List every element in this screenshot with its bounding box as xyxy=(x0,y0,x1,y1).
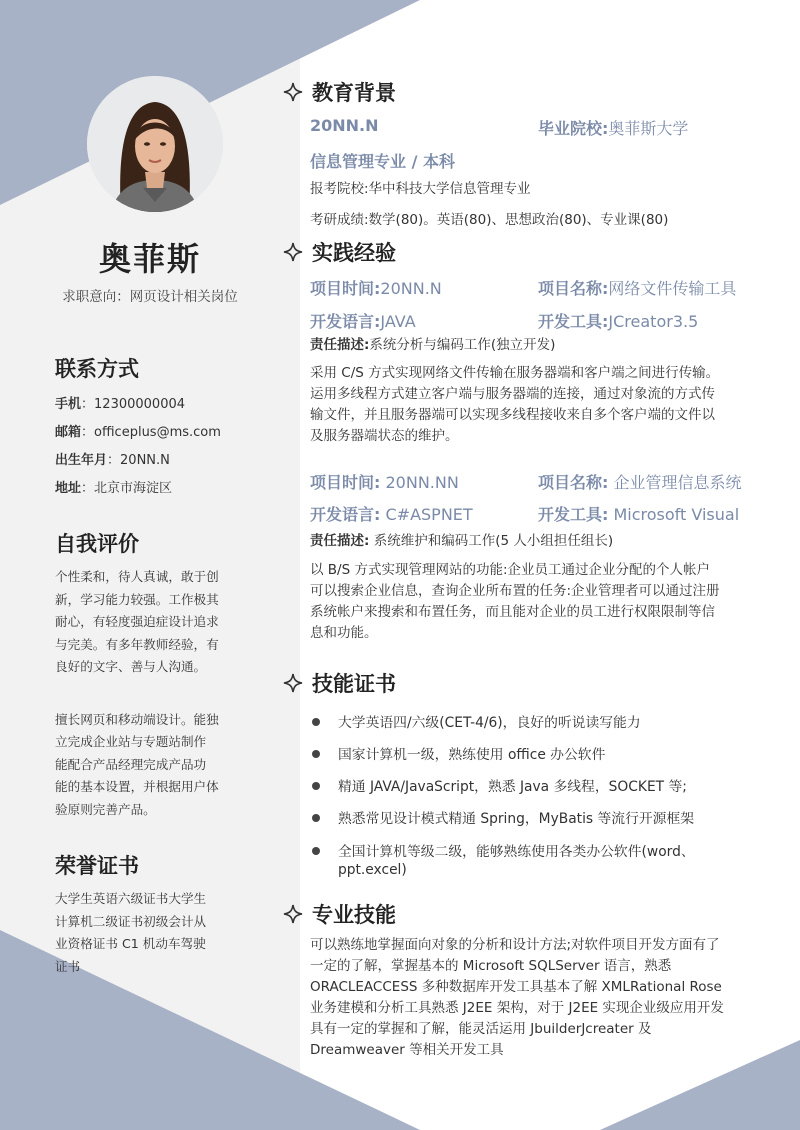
email-value: officeplus@ms.com xyxy=(94,425,221,440)
major-value: 信息管理专业 / 本科 xyxy=(310,152,455,171)
tool-value: JCreator3.5 xyxy=(608,312,699,331)
education-title: 教育背景 xyxy=(312,81,396,105)
birth-label: 出生年月 xyxy=(55,453,108,468)
self-eval-para-2 xyxy=(55,709,235,822)
lang-value: JAVA xyxy=(380,312,416,331)
self-eval-line: 与完美。有多年教师经验，有 xyxy=(55,636,219,652)
education-major xyxy=(310,149,455,172)
project1-desc xyxy=(310,363,750,447)
birth-sep: ： xyxy=(107,453,121,468)
skill-text: ppt.excel) xyxy=(338,862,407,878)
self-eval-line: 新，学习能力较强。工作极其 xyxy=(55,591,219,607)
project2-desc xyxy=(310,560,750,644)
sparkle-icon xyxy=(282,81,304,103)
pro-skills-para xyxy=(310,935,760,1061)
desc-line: 运用多线程方式建立客户端与服务器端的连接，通过对象流的方式传 xyxy=(310,386,715,402)
tool-label: 开发工具: xyxy=(538,505,609,524)
time-label: 项目时间: xyxy=(310,279,381,298)
duty-value: 系统维护和编码工作(5 人小组担任组长) xyxy=(369,533,614,549)
phone-label: 手机 xyxy=(55,397,82,412)
address-value: 北京市海淀区 xyxy=(94,481,173,496)
birth-value: 20NN.N xyxy=(120,453,170,468)
skills-heading xyxy=(282,668,396,698)
self-eval-line: 良好的文字、善与人沟通。 xyxy=(55,659,207,674)
skill-text: 熟悉常见设计模式精通 Spring，MyBatis 等流行开源框架 xyxy=(338,811,695,827)
pro-skills-line: 一定的了解，掌握基本的 Microsoft SQLServer 语言，熟悉 xyxy=(310,958,672,974)
bullet-icon xyxy=(312,750,320,758)
self-eval-line: 能的基本设置，并根据用户体 xyxy=(55,779,219,794)
self-eval-line: 验原则完善产品。 xyxy=(55,801,156,817)
time-label: 项目时间: xyxy=(310,473,381,492)
education-date xyxy=(310,116,379,135)
self-eval-line: 立完成企业站与专题站制作 xyxy=(55,734,207,749)
bullet-icon xyxy=(312,718,320,726)
self-eval-title: 自我评价 xyxy=(55,532,139,556)
pro-skills-line: ORACLEACCESS 多种数据库开发工具基本了解 XMLRational Rose xyxy=(310,979,722,995)
honors-line: 大学生英语六级证书大学生 xyxy=(55,891,207,906)
pro-skills-line: 具有一定的掌握和了解，能灵活运用 JbuilderJcreater 及 xyxy=(310,1021,652,1037)
person-name: 奥菲斯 xyxy=(98,240,201,278)
contact-birth xyxy=(55,447,221,475)
self-eval-line: 能配合产品经理完成产品功 xyxy=(55,756,207,772)
education-school xyxy=(538,116,688,139)
lang-label: 开发语言: xyxy=(310,505,381,524)
honors-section xyxy=(55,850,235,978)
phone-value: 12300000004 xyxy=(94,397,186,412)
project2-duty xyxy=(310,529,613,549)
pro-skills-title: 专业技能 xyxy=(312,903,396,927)
name-label: 项目名称: xyxy=(538,473,609,492)
contact-phone xyxy=(55,391,221,419)
honors-title: 荣誉证书 xyxy=(55,854,139,878)
skill-text: 大学英语四/六级(CET-4/6)，良好的听说读写能力 xyxy=(338,715,641,731)
pro-skills-line: 业务建模和分析工具熟悉 J2EE 架构，对于 J2EE 实现企业级应用开发 xyxy=(310,1000,724,1016)
project1-lang xyxy=(310,309,416,332)
self-eval-section xyxy=(55,528,235,821)
school-value: 奥菲斯大学 xyxy=(608,119,689,138)
time-value: 20NN.NN xyxy=(380,473,459,492)
skill-text: 全国计算机等级二级，能够熟练使用各类办公软件(word、 xyxy=(338,844,695,860)
desc-line: 系统帐户来搜索和布置任务，而且能对企业的员工进行权限限制等信 xyxy=(310,604,715,620)
project1-tool xyxy=(538,309,698,332)
practice-heading xyxy=(282,237,396,267)
address-sep: ： xyxy=(81,481,95,496)
tool-value: Microsoft Visual xyxy=(608,505,740,524)
sparkle-icon xyxy=(282,241,304,263)
sparkle-icon xyxy=(282,672,304,694)
sparkle-icon xyxy=(282,903,304,925)
bullet-icon xyxy=(312,782,320,790)
project2-tool xyxy=(538,502,739,525)
project2-name xyxy=(538,470,742,493)
time-value: 20NN.N xyxy=(380,279,442,298)
school-label: 毕业院校: xyxy=(538,119,609,138)
duty-value: 系统分析与编码工作(独立开发) xyxy=(369,337,556,353)
skills-title: 技能证书 xyxy=(312,672,396,696)
honors-line: 计算机二级证书初级会计从 xyxy=(55,913,207,929)
tool-label: 开发工具: xyxy=(538,312,609,331)
desc-line: 及服务器端状态的维护。 xyxy=(310,428,459,444)
address-label: 地址 xyxy=(55,481,82,496)
pro-skills-heading xyxy=(282,899,396,929)
project1-duty xyxy=(310,333,555,353)
education-scores: 考研成绩:数学(80)。英语(80)、思想政治(80)、专业课(80) xyxy=(310,212,669,228)
contact-title: 联系方式 xyxy=(55,357,139,381)
education-date-value: 20NN.N xyxy=(310,116,379,135)
education-heading xyxy=(282,77,396,107)
portrait-image xyxy=(87,76,223,212)
pro-skills-line: 可以熟练地掌握面向对象的分析和设计方法;对软件项目开发方面有了 xyxy=(310,937,720,953)
bullet-icon xyxy=(312,847,320,855)
phone-sep: ： xyxy=(81,397,95,412)
desc-line: 采用 C/S 方式实现网络文件传输在服务器端和客户端之间进行传输。 xyxy=(310,365,720,381)
avatar xyxy=(87,76,223,212)
self-eval-line: 擅长网页和移动端设计。能独 xyxy=(55,711,219,727)
pro-skills-line: Dreamweaver 等相关开发工具 xyxy=(310,1042,504,1058)
email-label: 邮箱 xyxy=(55,425,82,440)
practice-title: 实践经验 xyxy=(312,241,396,265)
self-eval-line: 耐心，有轻度强迫症设计追求 xyxy=(55,614,219,629)
desc-line: 息和功能。 xyxy=(310,625,378,641)
self-eval-para-1 xyxy=(55,566,235,679)
contact-address xyxy=(55,475,221,503)
project1-time xyxy=(310,276,442,299)
honors-line: 业资格证书 C1 机动车驾驶 xyxy=(55,936,206,951)
education-apply: 报考院校:华中科技大学信息管理专业 xyxy=(310,181,531,197)
project2-lang xyxy=(310,502,473,525)
honors-para xyxy=(55,888,235,978)
lang-label: 开发语言: xyxy=(310,312,381,331)
lang-value: C#ASPNET xyxy=(380,505,473,524)
desc-line: 以 B/S 方式实现管理网站的功能:企业员工通过企业分配的个人帐户 xyxy=(310,562,711,578)
name-label: 项目名称: xyxy=(538,279,609,298)
project1-name xyxy=(538,276,736,299)
contact-section xyxy=(55,353,221,503)
job-intent: 求职意向：网页设计相关岗位 xyxy=(62,289,238,305)
name-value: 网络文件传输工具 xyxy=(608,279,737,298)
email-sep: ： xyxy=(81,425,95,440)
bullet-icon xyxy=(312,814,320,822)
desc-line: 输文件，并且服务器端可以实现多线程接收来自多个客户端的文件以 xyxy=(310,407,715,423)
skill-text: 国家计算机一级，熟练使用 office 办公软件 xyxy=(338,747,606,763)
name-value: 企业管理信息系统 xyxy=(608,473,742,492)
contact-email xyxy=(55,419,221,447)
project2-time xyxy=(310,470,459,493)
duty-label: 责任描述: xyxy=(310,533,370,549)
honors-line: 证书 xyxy=(55,958,81,974)
self-eval-line: 个性柔和，待人真诚，敢于创 xyxy=(55,569,219,584)
desc-line: 可以搜索企业信息，查询企业所布置的任务:企业管理者可以通过注册 xyxy=(310,583,720,599)
skill-text: 精通 JAVA/JavaScript，熟悉 Java 多线程，SOCKET 等; xyxy=(338,779,687,795)
duty-label: 责任描述: xyxy=(310,337,370,353)
